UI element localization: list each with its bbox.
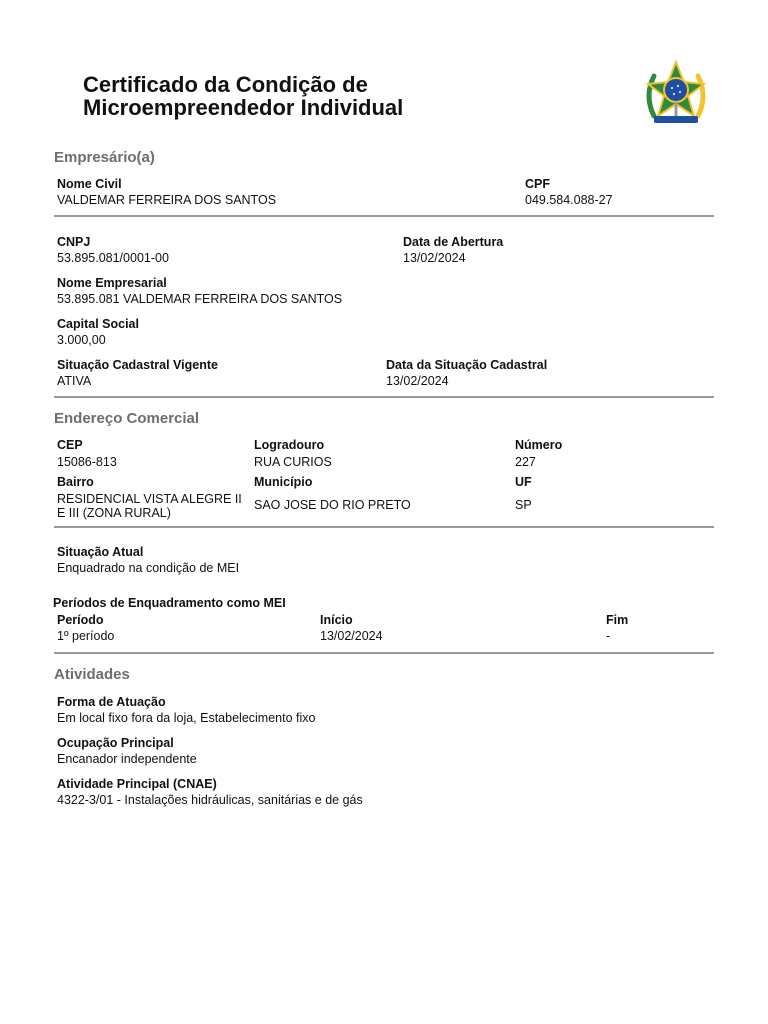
situacao-cadastral-label: Situação Cadastral Vigente (57, 358, 218, 372)
cpf-label: CPF (525, 177, 550, 191)
capital-social-value: 3.000,00 (57, 333, 106, 347)
capital-social-label: Capital Social (57, 317, 139, 331)
brazil-coat-of-arms-icon (640, 58, 712, 130)
bairro-line2: E III (ZONA RURAL) (57, 506, 171, 520)
cep-label: CEP (57, 438, 83, 452)
data-situacao-label: Data da Situação Cadastral (386, 358, 548, 372)
nome-civil-value: VALDEMAR FERREIRA DOS SANTOS (57, 193, 277, 207)
municipio-label: Município (254, 475, 313, 489)
cpf-value: 049.584.088-27 (525, 193, 613, 207)
divider (54, 215, 714, 217)
numero-label: Número (515, 438, 563, 452)
table-cell-fim: - (606, 629, 611, 643)
divider (54, 652, 714, 654)
cnpj-label: CNPJ (57, 235, 91, 249)
forma-atuacao-value: Em local fixo fora da loja, Estabelecimento fixo (57, 711, 316, 725)
bairro-value (57, 492, 257, 520)
data-situacao-value: 13/02/2024 (386, 374, 449, 388)
forma-atuacao-label: Forma de Atuação (57, 695, 166, 709)
numero-value: 227 (515, 455, 536, 469)
section-atividades-title: Atividades (54, 666, 130, 683)
fim-header: Fim (606, 613, 629, 627)
inicio-header: Início (320, 613, 353, 627)
ocupacao-principal-value: Encanador independente (57, 752, 197, 766)
divider (54, 396, 714, 398)
table-cell-inicio: 13/02/2024 (320, 629, 383, 643)
bairro-line1: RESIDENCIAL VISTA ALEGRE II (57, 492, 242, 506)
cep-value: 15086-813 (57, 455, 117, 469)
periodo-header: Período (57, 613, 104, 627)
data-abertura-value: 13/02/2024 (403, 251, 466, 265)
periodos-title: Períodos de Enquadramento como MEI (53, 596, 286, 610)
situacao-atual-value: Enquadrado na condição de MEI (57, 561, 240, 575)
data-abertura-label: Data de Abertura (403, 235, 504, 249)
atividade-principal-label: Atividade Principal (CNAE) (57, 777, 217, 791)
cnpj-value: 53.895.081/0001-00 (57, 251, 169, 265)
section-endereco-title: Endereço Comercial (54, 410, 200, 427)
municipio-value: SAO JOSE DO RIO PRETO (254, 498, 411, 512)
situacao-atual-label: Situação Atual (57, 545, 144, 559)
uf-label: UF (515, 475, 532, 489)
logradouro-value: RUA CURIOS (254, 455, 332, 469)
situacao-cadastral-value: ATIVA (57, 374, 92, 388)
logradouro-label: Logradouro (254, 438, 325, 452)
ocupacao-principal-label: Ocupação Principal (57, 736, 174, 750)
nome-empresarial-value: 53.895.081 VALDEMAR FERREIRA DOS SANTOS (57, 292, 343, 306)
bairro-label: Bairro (57, 475, 94, 489)
nome-civil-label: Nome Civil (57, 177, 122, 191)
divider (54, 526, 714, 528)
atividade-principal-value: 4322-3/01 - Instalações hidráulicas, sanitárias e de gás (57, 793, 363, 807)
section-empresario-title: Empresário(a) (54, 149, 155, 166)
page-title (83, 73, 503, 119)
page-title-line1: Certificado da Condição de (83, 72, 368, 97)
nome-empresarial-label: Nome Empresarial (57, 276, 167, 290)
table-cell-periodo: 1º período (57, 629, 115, 643)
page-title-line2: Microempreendedor Individual (83, 95, 404, 120)
uf-value: SP (515, 498, 532, 512)
